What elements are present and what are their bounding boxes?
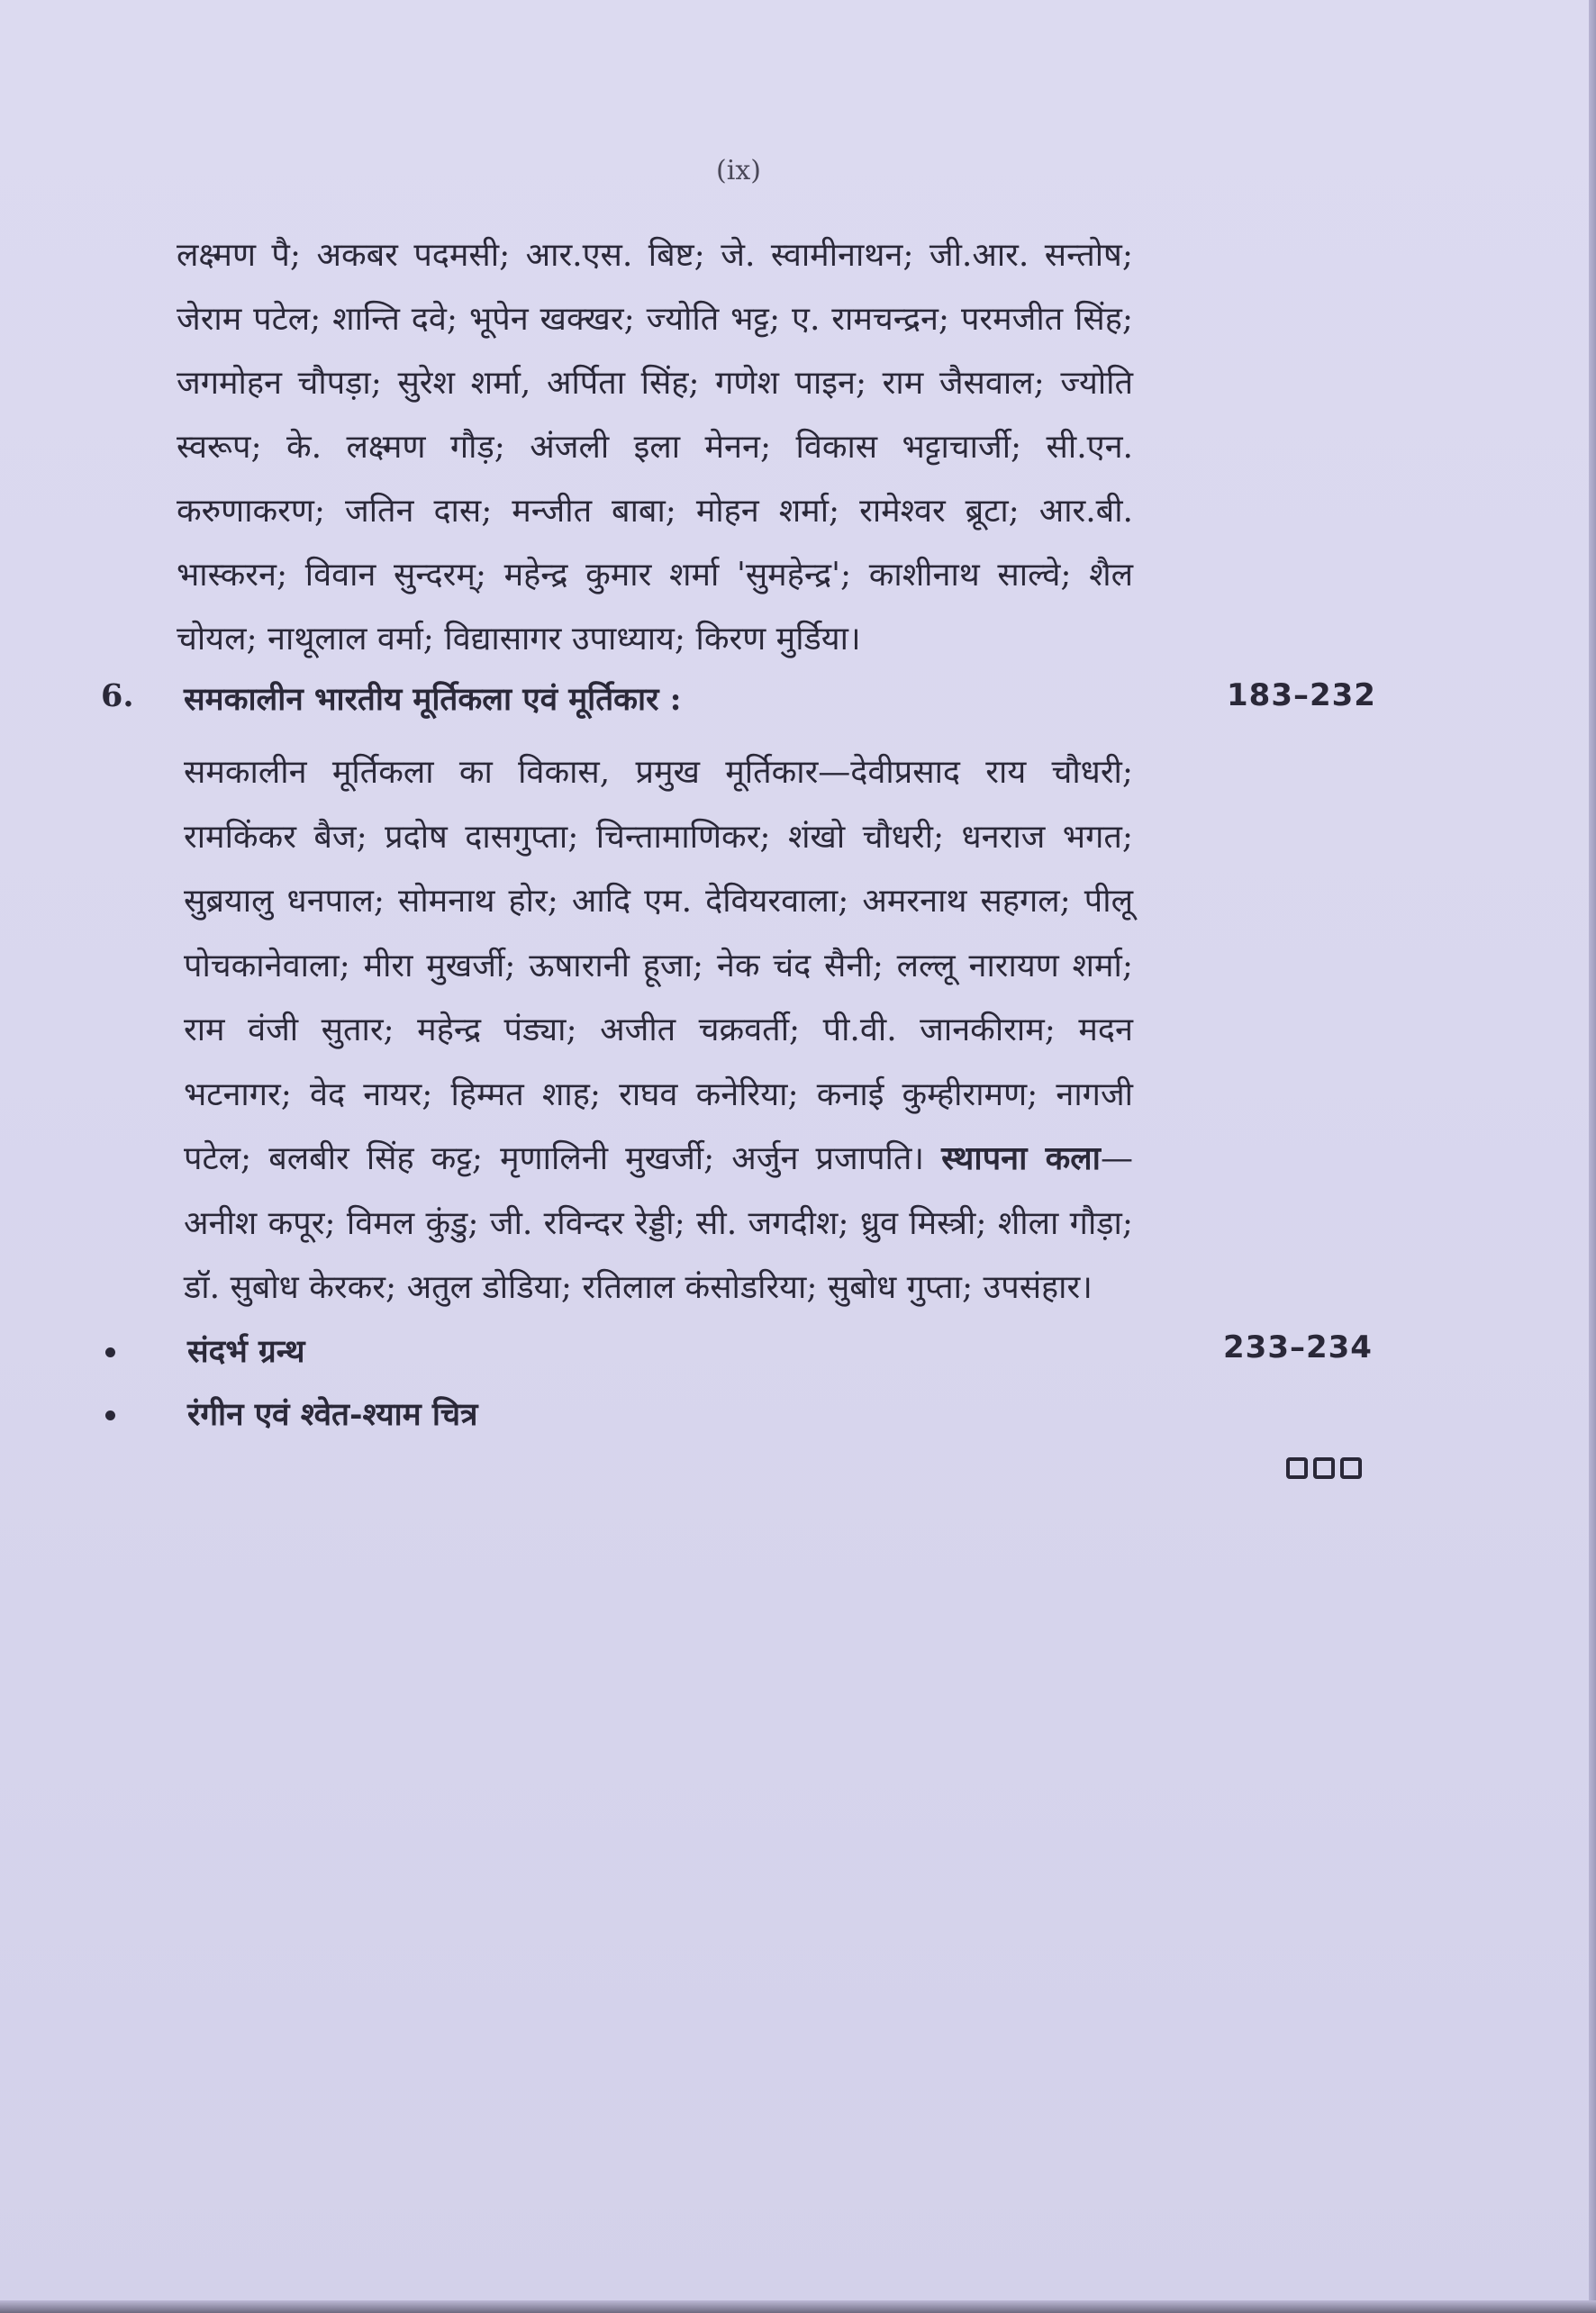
continued-list-paragraph: लक्ष्मण पै; अकबर पदमसी; आर.एस. बिष्ट; जे. स्वामीनाथन; जी.आर. सन्तोष; जेराम पटेल; शान्ति दवे; भूपेन खक्खर; ज्योति भट्ट; ए. रामचन्द्रन; परमजीत सिंह; जगमोहन चौपड़ा; सुरेश शर्मा, अर्पिता सिंह; गणेश पाइन; राम जैसवाल; ज्योति स्वरूप; के. लक्ष्मण गौड़; अंजली इला मेनन; विकास भट्टाचार्जी; सी.एन. करुणाकरण; जतिन दास; मन्जीत बाबा; मोहन शर्मा; रामेश्वर ब्रूटा; आर.बी. भास्करन; विवान सुन्दरम्; महेन्द्र कुमार शर्मा 'सुमहेन्द्र'; काशीनाथ साल्वे; शैल चोयल; नाथूलाल वर्मा; विद्यासागर उपाध्याय; किरण मुर्डिया।	[177, 237, 1133, 658]
section-page-range: 183–232	[1227, 677, 1376, 713]
bullet-item-pictures	[0, 1392, 1596, 1443]
square-icon	[1286, 1457, 1308, 1479]
section-body-text-2: —अनीश कपूर; विमल कुंडु; जी. रविन्दर रेड्डी; सी. जगदीश; ध्रुव मिस्त्री; शीला गौड़ा; डॉ. सुबोध केरकर; अतुल डोडिया; रतिलाल कंसोडरिया; सुबोध गुप्ता; उपसंहार।	[184, 1140, 1134, 1306]
bullet-page-range: 233–234	[1223, 1329, 1373, 1365]
bullet-label: संदर्भ ग्रन्थ	[187, 1333, 305, 1370]
bullet-label: रंगीन एवं श्वेत-श्याम चित्र	[187, 1396, 478, 1433]
bullet-dot-icon	[105, 1347, 115, 1357]
section-title: समकालीन भारतीय मूर्तिकला एवं मूर्तिकार :	[184, 681, 682, 718]
section-body-text-1: समकालीन मूर्तिकला का विकास, प्रमुख मूर्तिकार—देवीप्रसाद राय चौधरी; रामकिंकर बैज; प्रदोष दासगुप्ता; चिन्तामाणिकर; शंखो चौधरी; धनराज भगत; सुब्रयालु धनपाल; सोमनाथ होर; आदि एम. देवियरवाला; अमरनाथ सहगल; पीलू पोचकानेवाला; मीरा मुखर्जी; ऊषारानी हूजा; नेक चंद सैनी; लल्लू नारायण शर्मा; राम वंजी सुतार; महेन्द्र पंड्या; अजीत चक्रवर्ती; पी.वी. जानकीराम; मदन भटनागर; वेद नायर; हिम्मत शाह; राघव कनेरिया; कनाई कुम्हीरामण; नागजी पटेल; बलबीर सिंह कट्ट; मृणालिनी मुखर्जी; अर्जुन प्रजापति।	[184, 754, 1133, 1177]
page-number: (ix)	[716, 155, 761, 186]
square-icon	[1340, 1457, 1362, 1479]
square-icon	[1313, 1457, 1335, 1479]
bullet-dot-icon	[105, 1410, 115, 1420]
section-6-body	[184, 740, 1133, 1320]
bullet-item-references	[0, 1329, 1596, 1380]
page-edge-shadow	[1589, 0, 1596, 2313]
page-bottom-shadow	[0, 2300, 1596, 2313]
section-number: 6.	[101, 677, 134, 714]
three-hollow-squares-icon	[1286, 1457, 1362, 1479]
section-body-bold-term: स्थापना कला	[941, 1139, 1102, 1177]
